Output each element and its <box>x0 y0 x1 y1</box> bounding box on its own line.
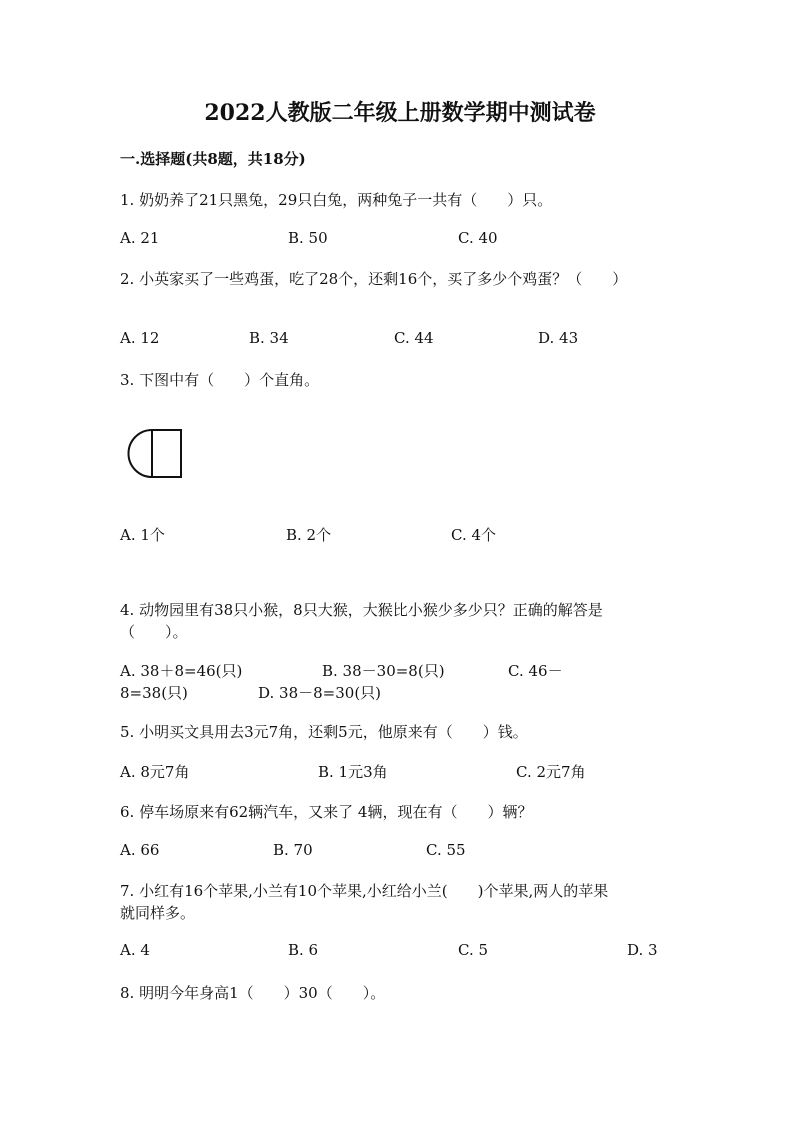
section-heading: 一.选择题(共8题，共18分) <box>120 150 306 168</box>
question-5-stem: 5. 小明买文具用去3元7角，还剩5元，他原来有（ ）钱。 <box>120 723 528 741</box>
q4-option-c-part2: 8=38(只) <box>120 684 188 702</box>
q1-option-a: A. 21 <box>120 229 160 247</box>
q3-option-b: B. 2个 <box>286 526 332 544</box>
q4-option-c-part1: C. 46－ <box>508 662 563 680</box>
question-1-stem: 1. 奶奶养了21只黑兔，29只白兔，两种兔子一共有（ ）只。 <box>120 191 553 209</box>
q5-option-c: C. 2元7角 <box>516 763 586 781</box>
q7-option-b: B. 6 <box>288 941 319 959</box>
q3-option-c: C. 4个 <box>451 526 497 544</box>
q4-option-d: D. 38－8=30(只) <box>258 684 382 702</box>
right-angle-figure <box>124 428 184 484</box>
question-2-stem: 2. 小英家买了一些鸡蛋，吃了28个，还剩16个，买了多少个鸡蛋？（ ） <box>120 270 628 288</box>
page-title: 2022人教版二年级上册数学期中测试卷 <box>204 100 596 126</box>
q7-option-a: A. 4 <box>120 941 150 959</box>
q1-option-c: C. 40 <box>458 229 498 247</box>
q4-option-b: B. 38－30=8(只) <box>322 662 445 680</box>
question-7-stem-line2: 就同样多。 <box>120 904 196 922</box>
question-8-stem: 8. 明明今年身高1（ ）30（ ）。 <box>120 984 386 1002</box>
q2-option-b: B. 34 <box>249 329 289 347</box>
q6-option-a: A. 66 <box>120 841 160 859</box>
q2-option-a: A. 12 <box>120 329 160 347</box>
question-6-stem: 6. 停车场原来有62辆汽车，又来了 4辆，现在有（ ）辆？ <box>120 803 533 821</box>
q5-option-a: A. 8元7角 <box>120 763 190 781</box>
q7-option-c: C. 5 <box>458 941 489 959</box>
question-4-stem-line1: 4. 动物园里有38只小猴，8只大猴，大猴比小猴少多少只？正确的解答是 <box>120 601 603 619</box>
q5-option-b: B. 1元3角 <box>318 763 388 781</box>
q4-option-a: A. 38＋8=46(只) <box>120 662 243 680</box>
q2-option-c: C. 44 <box>394 329 434 347</box>
q7-option-d: D. 3 <box>627 941 658 959</box>
q6-option-c: C. 55 <box>426 841 466 859</box>
q2-option-d: D. 43 <box>538 329 579 347</box>
question-4-stem-line2: （ ）。 <box>120 623 188 641</box>
q6-option-b: B. 70 <box>273 841 313 859</box>
question-3-stem: 3. 下图中有（ ）个直角。 <box>120 371 320 389</box>
question-7-stem-line1: 7. 小红有16个苹果,小兰有10个苹果,小红给小兰( )个苹果,两人的苹果 <box>120 882 609 900</box>
q1-option-b: B. 50 <box>288 229 328 247</box>
q3-option-a: A. 1个 <box>120 526 165 544</box>
